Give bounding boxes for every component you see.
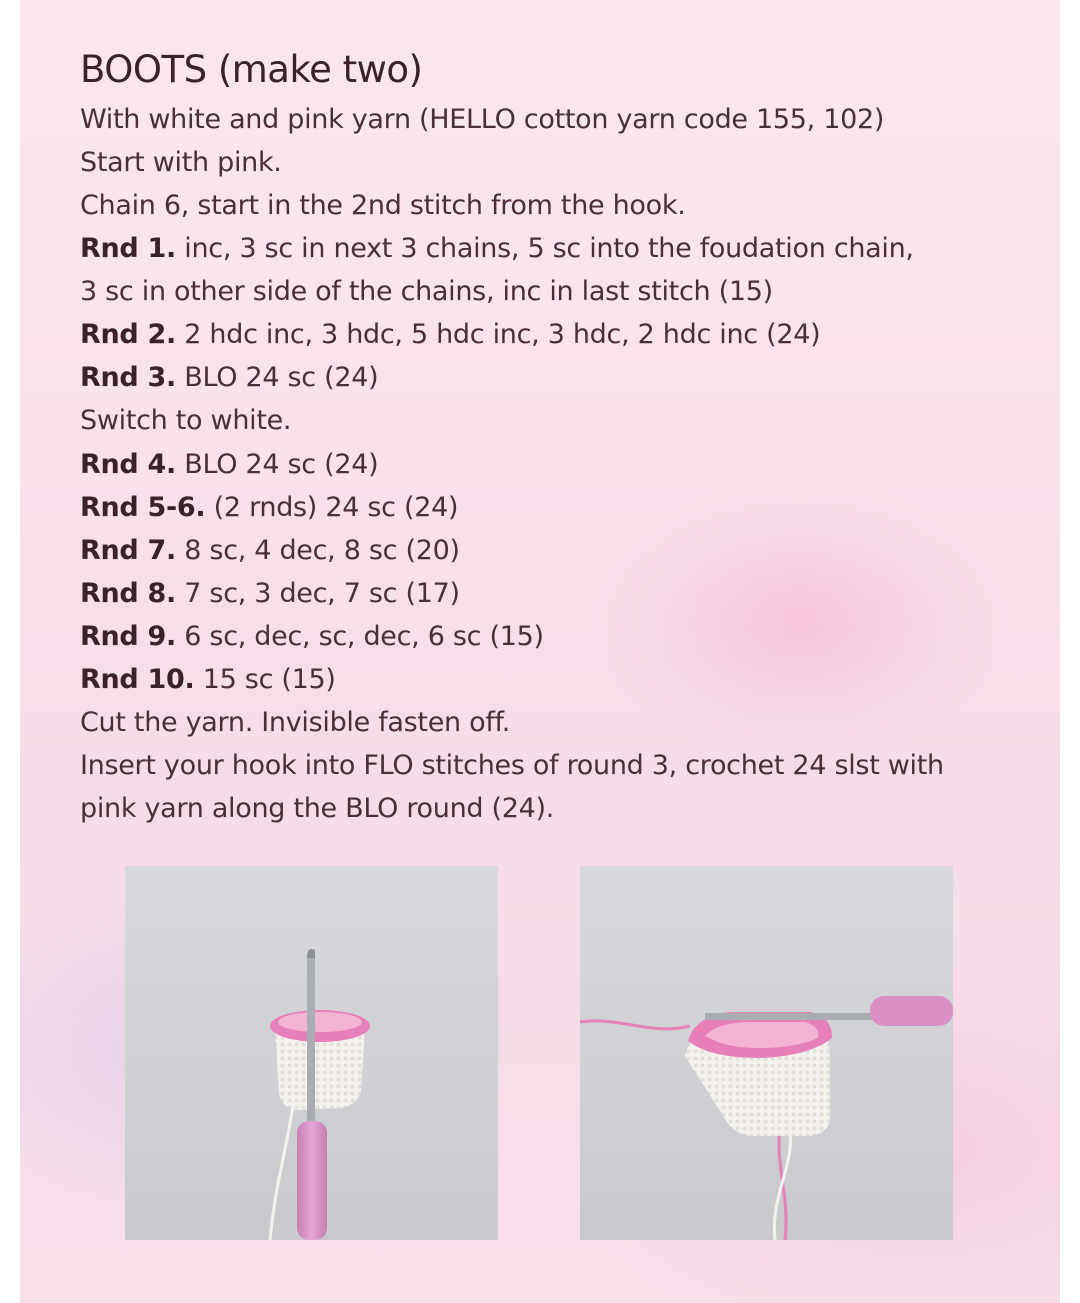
instruction-line: Chain 6, start in the 2nd stitch from the hook. (80, 190, 686, 221)
instruction-line: Rnd 9. 6 sc, dec, sc, dec, 6 sc (15) (80, 621, 544, 652)
instruction-line: Switch to white. (80, 405, 292, 436)
instruction-line: Rnd 10. 15 sc (15) (80, 664, 336, 695)
photo-boot-slip-stitch (580, 866, 953, 1240)
instruction-line: Rnd 2. 2 hdc inc, 3 hdc, 5 hdc inc, 3 hdc, 2 hdc inc (24) (80, 319, 821, 350)
boot-side-illustration (580, 866, 953, 1240)
instruction-line: Rnd 5-6. (2 rnds) 24 sc (24) (80, 492, 459, 523)
pattern-page (20, 0, 1060, 1303)
instruction-line: Cut the yarn. Invisible fasten off. (80, 707, 511, 738)
instruction-line: Rnd 1. inc, 3 sc in next 3 chains, 5 sc into the foudation chain, (80, 233, 914, 264)
instruction-line: Rnd 4. BLO 24 sc (24) (80, 449, 379, 480)
instruction-line: 3 sc in other side of the chains, inc in last stitch (15) (80, 276, 773, 307)
instruction-line: Rnd 3. BLO 24 sc (24) (80, 362, 379, 393)
instruction-line: Start with pink. (80, 147, 282, 178)
boot-upright-illustration (125, 866, 498, 1240)
instruction-line: With white and pink yarn (HELLO cotton yarn code 155, 102) (80, 104, 885, 135)
section-heading: BOOTS (make two) (80, 48, 423, 91)
instruction-line: Insert your hook into FLO stitches of round 3, crochet 24 slst with (80, 750, 944, 781)
instruction-line: pink yarn along the BLO round (24). (80, 793, 555, 824)
photo-boot-with-hook (125, 866, 498, 1240)
instruction-line: Rnd 7. 8 sc, 4 dec, 8 sc (20) (80, 535, 460, 566)
instruction-line: Rnd 8. 7 sc, 3 dec, 7 sc (17) (80, 578, 460, 609)
